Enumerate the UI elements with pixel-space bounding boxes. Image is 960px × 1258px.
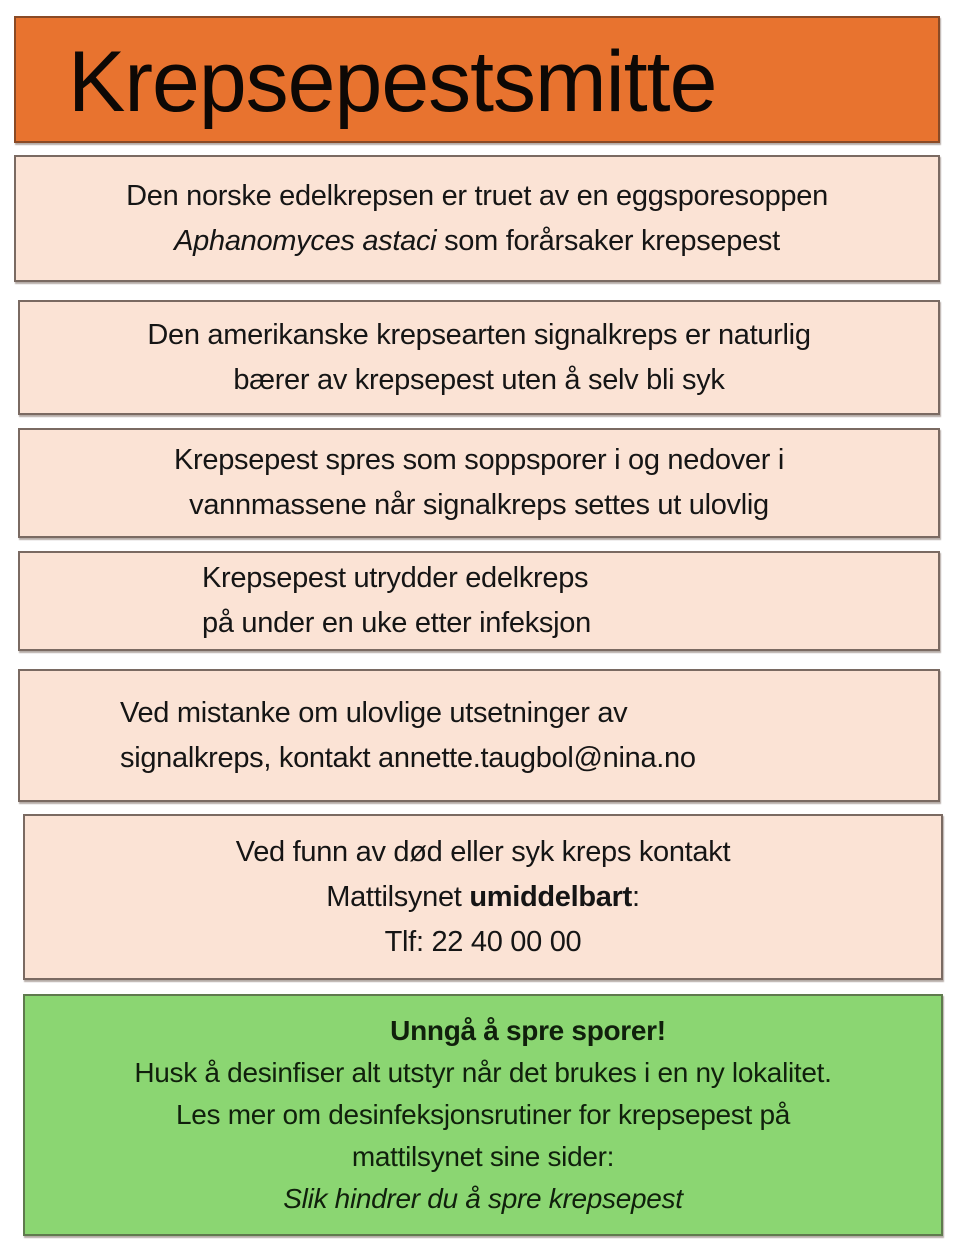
contact-email-line[interactable]: signalkreps, kontakt annette.taugbol@nina.no xyxy=(120,741,696,774)
info-line-rest: som forårsaker krepsepest xyxy=(436,224,780,257)
info-line: bærer av krepsepest uten å selv bli syk xyxy=(233,363,725,396)
info-box-extinction xyxy=(18,551,940,651)
info-box-carrier xyxy=(18,300,940,415)
info-line: på under en uke etter infeksjon xyxy=(202,607,591,639)
info-line: vannmassene når signalkreps settes ut ulovlig xyxy=(189,489,769,521)
disinfection-heading: Unngå å spre sporer! xyxy=(390,1015,666,1046)
info-line: mattilsynet sine sider: xyxy=(351,1141,615,1172)
info-line: Les mer om desinfeksjonsrutiner for krepsepest på xyxy=(175,1099,791,1130)
disinfection-box xyxy=(23,994,943,1236)
info-line xyxy=(174,219,780,264)
info-box-threat xyxy=(14,155,940,282)
info-line: Krepsepest utrydder edelkreps xyxy=(202,562,589,594)
info-box-report-contact xyxy=(18,669,940,802)
phone-number[interactable]: Tlf: 22 40 00 00 xyxy=(384,925,582,958)
info-line: Krepsepest spres som soppsporer i og nedover i xyxy=(173,444,785,476)
colon: : xyxy=(631,880,640,913)
info-line: Ved mistanke om ulovlige utsetninger av xyxy=(120,696,628,729)
title-banner xyxy=(14,16,940,143)
agency-name: Mattilsynet xyxy=(326,880,470,913)
info-line: Den amerikanske krepsearten signalkreps er naturlig xyxy=(147,318,811,351)
info-line xyxy=(326,875,640,920)
info-line: Den norske edelkrepsen er truet av en eggsporesoppen xyxy=(126,179,828,212)
species-name: Aphanomyces astaci xyxy=(174,224,437,257)
info-line: Ved funn av død eller syk kreps kontakt xyxy=(235,835,731,868)
info-box-mattilsynet xyxy=(23,814,943,980)
page-title: Krepsepestsmitte xyxy=(68,34,717,130)
urgent-emphasis: umiddelbart xyxy=(469,880,632,913)
info-box-spread xyxy=(18,428,940,538)
guide-link[interactable]: Slik hindrer du å spre krepsepest xyxy=(283,1183,683,1214)
info-line: Husk å desinfiser alt utstyr når det brukes i en ny lokalitet. xyxy=(134,1057,832,1088)
